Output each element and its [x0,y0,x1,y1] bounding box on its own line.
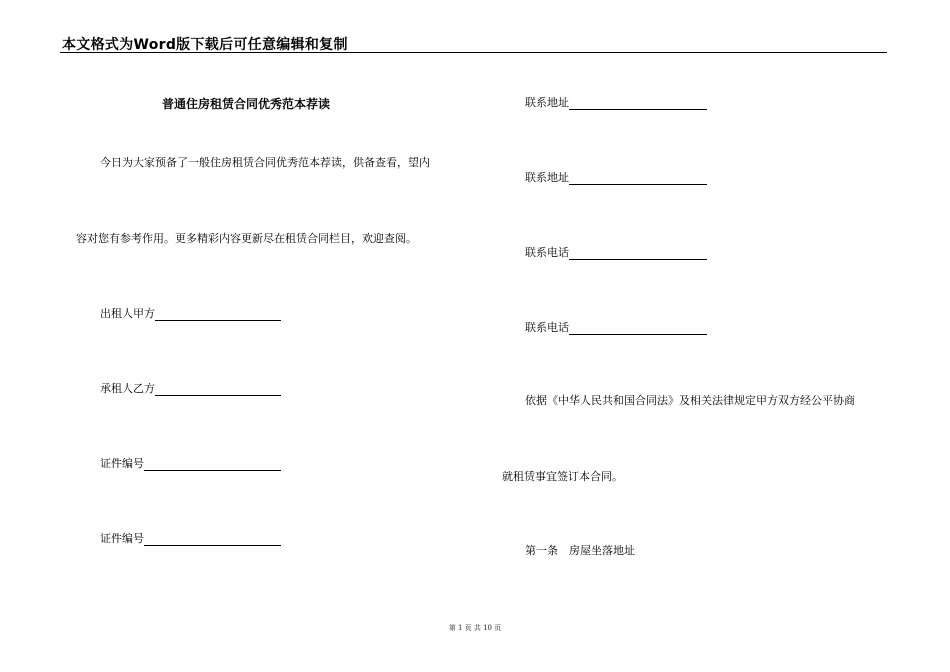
contact-address-field-2 [525,169,707,185]
id-number-field-2 [100,530,281,546]
header-rule [60,52,887,53]
blank-line [569,324,707,335]
basis-line-1: 依据《中华人民共和国合同法》及相关法律规定甲方双方经公平协商 [525,394,855,407]
contact-phone-field-2 [525,319,707,335]
intro-line-1: 今日为大家预备了一般住房租赁合同优秀范本荐读，供备查看，望内 [100,156,430,169]
blank-line [155,385,281,396]
contact-address-field-1 [525,94,707,110]
article-1-heading: 第一条 房屋坐落地址 [525,544,635,557]
field-label: 证件编号 [100,457,144,470]
field-label: 联系电话 [525,321,569,334]
lessor-field [100,305,281,321]
blank-line [144,460,281,471]
field-label: 承租人乙方 [100,382,155,395]
page-footer: 第 1 页 共 10 页 [448,624,502,632]
field-label: 联系地址 [525,96,569,109]
blank-line [144,535,281,546]
field-label: 联系地址 [525,171,569,184]
intro-line-2: 容对您有参考作用。更多精彩内容更新尽在租赁合同栏目，欢迎查阅。 [76,232,417,245]
id-number-field-1 [100,455,281,471]
blank-line [155,310,281,321]
field-label: 联系电话 [525,246,569,259]
page-header-text: 本文格式为Word版下载后可任意编辑和复制 [62,37,348,53]
lessee-field [100,380,281,396]
field-label: 出租人甲方 [100,307,155,320]
blank-line [569,99,707,110]
blank-line [569,249,707,260]
field-label: 证件编号 [100,532,144,545]
contact-phone-field-1 [525,244,707,260]
basis-line-2: 就租赁事宜签订本合同。 [502,470,623,483]
document-title: 普通住房租赁合同优秀范本荐读 [162,97,331,111]
blank-line [569,174,707,185]
